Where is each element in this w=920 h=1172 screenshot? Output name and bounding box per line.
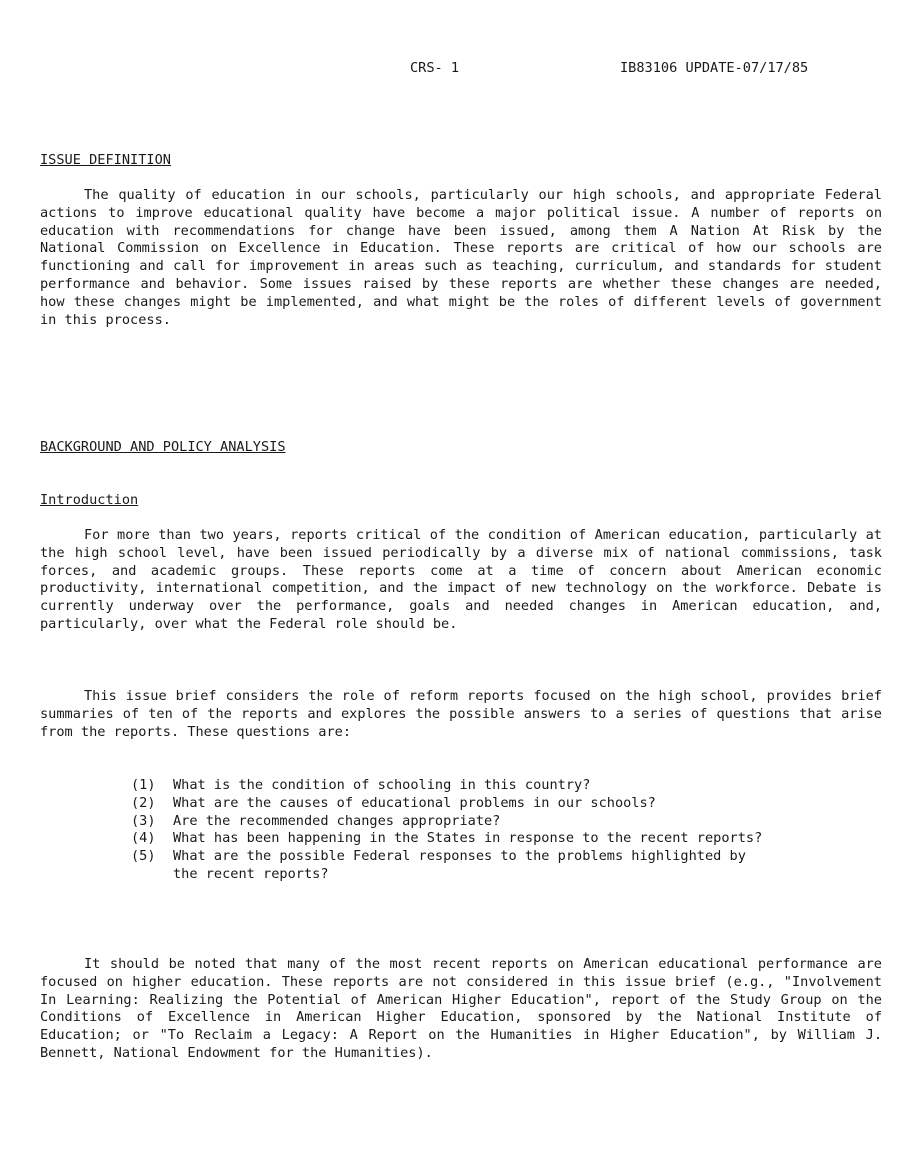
issue-definition-paragraph: The quality of education in our schools, particularly our high schools, and appropriate Federal actions to improve educational quality have become a major political issue. A number of reports on education with recommendations for change have been issued, among them A Nation At Risk by the National Commission on Excellence in Education. These reports are critical of how our schools are functioning and call for improvement in areas such as teaching, curriculum, and standards for student performance and behavior. Some issues raised by these reports are whether these changes are needed, how these changes might be implemented, and what might be the roles of different levels of government in this process.: [40, 187, 882, 328]
introduction-paragraph-1: For more than two years, reports critical of the condition of American education, particularly at the high school level, have been issued periodically by a diverse mix of national commissions, task forces, and academic groups. These reports come at a time of concern about American economic productivity, international competition, and the impact of new technology on the workforce. Debate is currently underway over the performance, goals and needed changes in American education, and, particularly, over what the Federal role should be.: [40, 527, 882, 632]
introduction-paragraph-2: This issue brief considers the role of reform reports focused on the high school, provides brief summaries of ten of the reports and explores the possible answers to a series of questions that arise from the reports. These questions are:: [40, 688, 882, 740]
question-number: (5): [131, 848, 156, 865]
page-header: [0, 60, 920, 78]
question-number: (2): [131, 794, 156, 811]
background-heading: BACKGROUND AND POLICY ANALYSIS: [40, 439, 286, 455]
page-number-label: CRS- 1: [410, 60, 460, 76]
question-number: (4): [131, 830, 156, 847]
question-text: What are the causes of educational problems in our schools?: [173, 794, 656, 811]
list-item: [131, 777, 771, 795]
questions-list: [131, 777, 771, 884]
introduction-subheading: Introduction: [40, 492, 139, 508]
list-item: [131, 813, 771, 831]
question-text: What are the possible Federal responses to the problems highlighted by the recent reports?: [173, 848, 746, 882]
list-item: [131, 848, 771, 884]
question-text: Are the recommended changes appropriate?: [173, 812, 501, 829]
issue-definition-heading: ISSUE DEFINITION: [40, 152, 171, 168]
introduction-paragraph-3: It should be noted that many of the most recent reports on American educational performance are focused on higher education. These reports are not considered in this issue brief (e.g., "Involvement In Learning: Realizing the Potential of American Higher Education", report of the Study Group on the Conditions of Excellence in American Higher Education, sponsored by the National Institute of Education; or "To Reclaim a Legacy: A Report on the Humanities in Higher Education", by William J. Bennett, National Endowment for the Humanities).: [40, 956, 882, 1061]
question-text: What is the condition of schooling in this country?: [173, 777, 591, 793]
question-number: (3): [131, 812, 156, 829]
list-item: [131, 795, 771, 813]
document-id-label: IB83106 UPDATE-07/17/85: [620, 60, 809, 76]
question-text: What has been happening in the States in response to the recent reports?: [173, 830, 763, 847]
question-number: (1): [131, 777, 156, 793]
list-item: [131, 830, 771, 848]
